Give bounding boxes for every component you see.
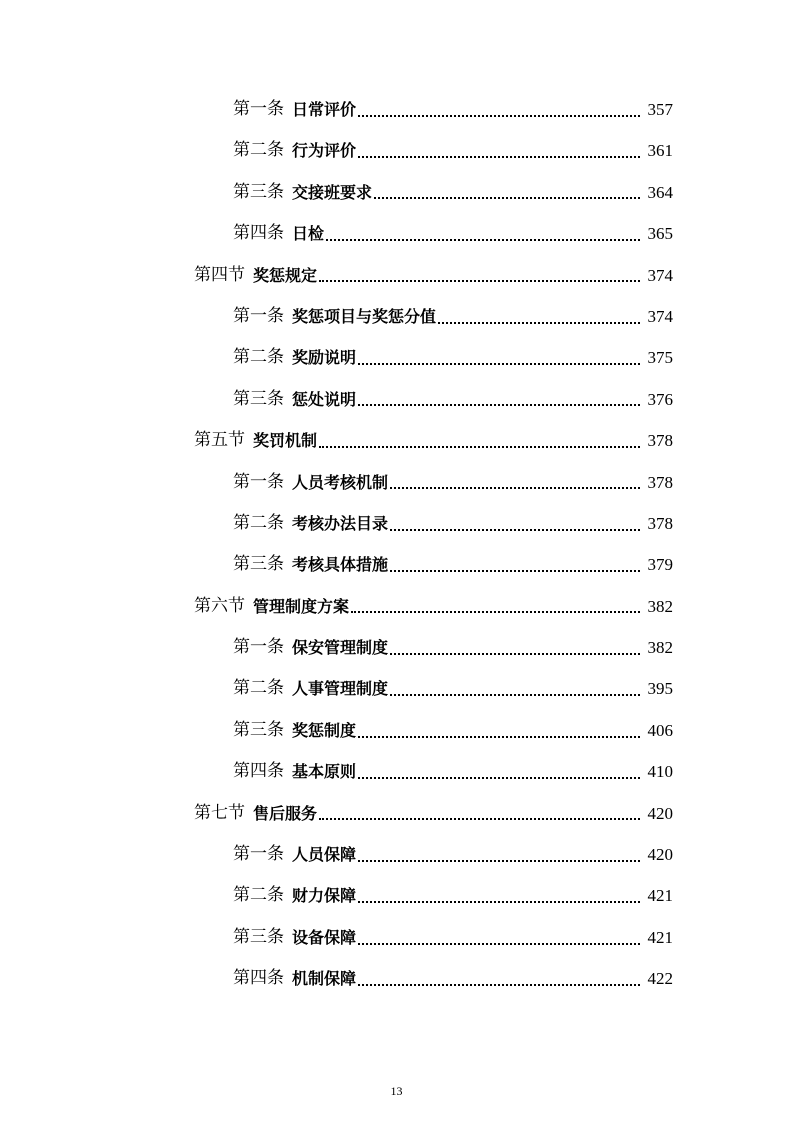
toc-entry-title: 行为评价 [292,141,357,161]
toc-entry-number: 第二条 [233,885,284,906]
toc-entry-number: 第三条 [233,719,284,740]
dot-leader [358,845,640,865]
toc-entry[interactable] [0,875,793,916]
toc-section-title: 管理制度方案 [253,596,350,616]
dot-leader [390,638,640,658]
toc-entry-title: 基本原则 [292,762,357,782]
dot-leader [358,762,640,782]
toc-section[interactable] [0,793,793,834]
toc-section-title: 奖惩规定 [253,265,318,285]
toc-section-title: 售后服务 [253,803,318,823]
toc-entry[interactable] [0,834,793,875]
toc-entry-page: 410 [647,762,673,782]
dot-leader [390,679,640,699]
toc-entry-number: 第三条 [233,926,284,947]
dot-leader [390,555,640,575]
toc-entry-title: 日检 [292,224,325,244]
toc-entry-number: 第四条 [233,223,284,244]
toc-entry-page: 382 [647,638,673,658]
table-of-contents [0,89,793,1000]
dot-leader [358,969,640,989]
dot-leader [358,928,640,948]
toc-entry[interactable] [0,544,793,585]
toc-entry-title: 惩处说明 [292,389,357,409]
toc-entry[interactable] [0,751,793,792]
toc-entry-title: 奖惩项目与奖惩分值 [292,306,437,326]
toc-entry-page: 422 [647,969,673,989]
toc-entry[interactable] [0,503,793,544]
toc-entry-page: 379 [647,555,673,575]
toc-entry-number: 第一条 [233,637,284,658]
toc-entry-number: 第一条 [233,99,284,119]
toc-entry[interactable] [0,337,793,378]
dot-leader [374,182,640,202]
toc-entry-title: 人员保障 [292,845,357,865]
toc-section-page: 382 [647,596,673,616]
toc-entry[interactable] [0,89,793,130]
toc-entry-page: 376 [647,389,673,409]
toc-entry-title: 设备保障 [292,927,357,947]
toc-entry-title: 财力保障 [292,886,357,906]
toc-entry-page: 421 [647,886,673,906]
dot-leader [319,803,640,823]
dot-leader [358,100,640,120]
dot-leader [358,389,640,409]
dot-leader [351,596,640,616]
toc-entry-title: 人员考核机制 [292,472,389,492]
toc-section-number: 第四节 [194,264,245,285]
toc-entry-number: 第四条 [233,761,284,782]
toc-entry-title: 奖惩制度 [292,720,357,740]
toc-entry-number: 第一条 [233,471,284,492]
toc-entry-number: 第三条 [233,388,284,409]
dot-leader [390,472,640,492]
toc-entry-page: 365 [647,224,673,244]
toc-entry[interactable] [0,958,793,999]
toc-entry-title: 考核办法目录 [292,513,389,533]
toc-entry-title: 保安管理制度 [292,638,389,658]
toc-entry[interactable] [0,668,793,709]
dot-leader [358,348,640,368]
toc-entry-page: 375 [647,348,673,368]
toc-section-number: 第六节 [194,595,245,616]
toc-section-number: 第七节 [194,802,245,823]
toc-entry-title: 人事管理制度 [292,679,389,699]
toc-section-page: 420 [647,803,673,823]
dot-leader [326,224,640,244]
toc-section-page: 378 [647,431,673,451]
toc-section-number: 第五节 [194,430,245,451]
toc-entry-number: 第三条 [233,554,284,575]
toc-entry[interactable] [0,296,793,337]
toc-entry-number: 第三条 [233,181,284,202]
toc-entry-page: 378 [647,513,673,533]
toc-entry-title: 交接班要求 [292,182,373,202]
toc-entry[interactable] [0,462,793,503]
toc-entry-number: 第一条 [233,305,284,326]
toc-entry[interactable] [0,917,793,958]
toc-entry-number: 第一条 [233,844,284,865]
toc-entry[interactable] [0,172,793,213]
toc-section-page: 374 [647,265,673,285]
toc-entry-page: 361 [647,141,673,161]
toc-entry-page: 378 [647,472,673,492]
dot-leader [319,431,640,451]
toc-entry-number: 第二条 [233,512,284,533]
dot-leader [390,514,640,534]
toc-entry-title: 奖励说明 [292,348,357,368]
toc-entry-page: 395 [647,679,673,699]
toc-entry-number: 第四条 [233,968,284,989]
toc-entry-page: 357 [647,100,673,119]
toc-entry-page: 364 [647,182,673,202]
toc-entry-page: 374 [647,306,673,326]
toc-section[interactable] [0,586,793,627]
toc-section[interactable] [0,420,793,461]
page-number: 13 [390,1084,403,1098]
dot-leader [319,265,640,285]
toc-entry-page: 420 [647,845,673,865]
toc-entry-title: 日常评价 [292,100,357,119]
toc-section-title: 奖罚机制 [253,431,318,451]
toc-entry-page: 421 [647,927,673,947]
dot-leader [358,886,640,906]
toc-entry[interactable] [0,213,793,254]
toc-entry[interactable] [0,710,793,751]
dot-leader [358,141,640,161]
toc-entry-number: 第二条 [233,678,284,699]
toc-entry-number: 第二条 [233,347,284,368]
toc-entry-number: 第二条 [233,140,284,161]
dot-leader [438,307,640,327]
toc-entry[interactable] [0,627,793,668]
toc-section[interactable] [0,255,793,296]
toc-entry-page: 406 [647,720,673,740]
toc-entry[interactable] [0,379,793,420]
toc-entry-title: 考核具体措施 [292,555,389,575]
dot-leader [358,721,640,741]
toc-entry[interactable] [0,130,793,171]
toc-entry-title: 机制保障 [292,969,357,989]
